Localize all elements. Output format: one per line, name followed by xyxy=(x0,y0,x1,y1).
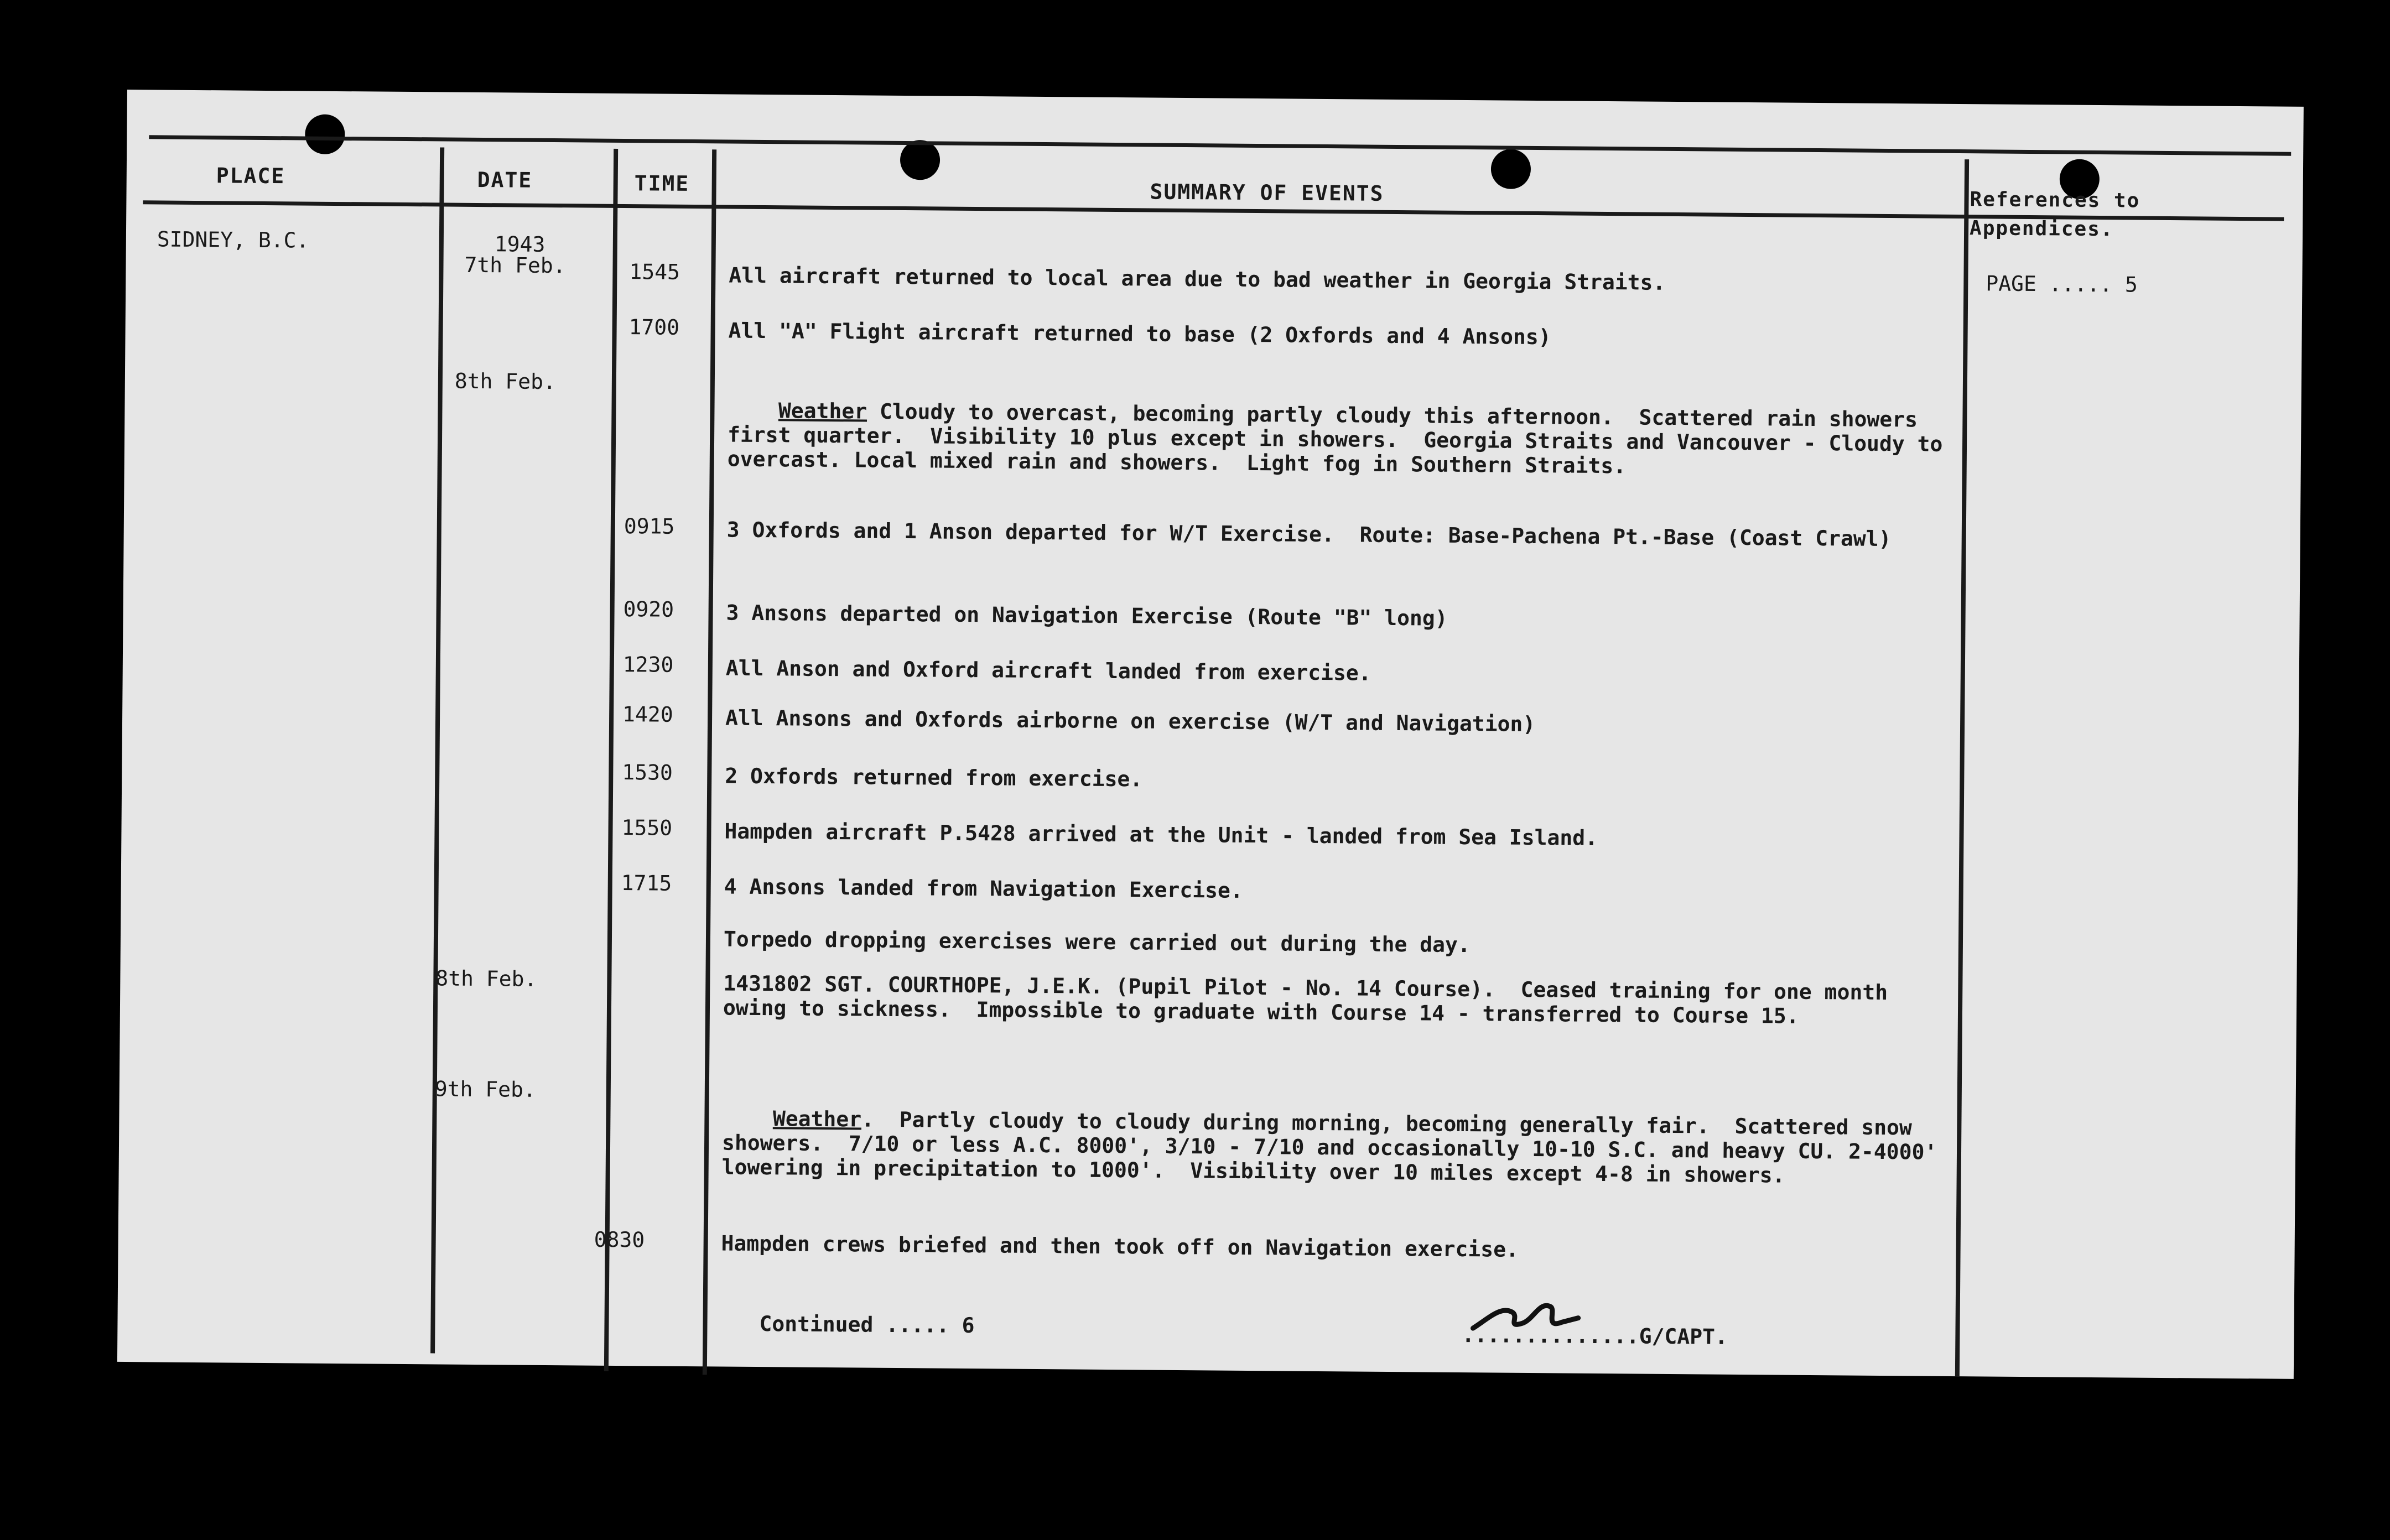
entry-summary xyxy=(721,1082,1950,1213)
entry-time: 0920 xyxy=(623,597,674,622)
entry-time: 0830 xyxy=(594,1227,645,1252)
weather-label: Weather xyxy=(778,398,867,424)
weather-text: . Partly cloudy to cloudy during morning, becoming generally fair. Scattered snow showers. 7/10 or less A.C. 8000', 3/10 - 7/10 and occasionally 10-10 S.C. and heavy CU. 2-4000' lowering in precipitation to 1000'. Visibility over 10 miles except 4-8 in showers. xyxy=(721,1107,1950,1188)
entry-summary: All Ansons and Oxfords airborne on exercise (W/T and Navigation) xyxy=(725,705,1536,737)
entry-summary: 4 Ansons landed from Navigation Exercise. xyxy=(724,874,1243,903)
entry-time: 1700 xyxy=(628,315,680,340)
entry-time: 1715 xyxy=(621,871,672,896)
entry-summary: Torpedo dropping exercises were carried out during the day. xyxy=(723,927,1471,958)
punch-hole xyxy=(900,140,941,180)
weather-text: Cloudy to overcast, becoming partly cloudy this afternoon. Scattered rain showers first quarter. Visibility 10 plus except in showers. Georgia Straits and Vancouver - Cloudy to overcast. Local mixed rain and showers. Light fog in Southern Straits. xyxy=(727,399,1956,478)
column-divider-place-date xyxy=(430,147,444,1353)
column-divider-date-time xyxy=(604,149,618,1371)
entry-date: 9th Feb. xyxy=(434,1076,537,1102)
entry-date: 8th Feb. xyxy=(454,368,557,394)
column-divider-time-summary xyxy=(703,149,716,1375)
header-time: TIME xyxy=(634,171,690,196)
entry-summary: Hampden crews briefed and then took off on Navigation exercise. xyxy=(721,1231,1519,1262)
column-divider-summary-references xyxy=(1955,159,1969,1376)
header-top-rule xyxy=(149,135,2291,155)
entry-summary xyxy=(727,374,1956,505)
continued-note: Continued ..... 6 xyxy=(759,1312,975,1338)
entry-summary: 1431802 SGT. COURTHOPE, J.E.K. (Pupil Pilot - No. 14 Course). Ceased training for one month owing to sickness. Impossible to graduate with Course 14 - transferred to Course 15. xyxy=(723,971,1901,1028)
entry-summary: All Anson and Oxford aircraft landed from exercise. xyxy=(725,655,1371,685)
entry-time: 1530 xyxy=(622,760,673,785)
year-value: 1943 xyxy=(494,232,545,257)
entry-time: 1550 xyxy=(621,815,673,840)
entry-summary: All "A" Flight aircraft returned to base (2 Oxfords and 4 Ansons) xyxy=(728,318,1551,350)
entry-time: 1545 xyxy=(629,259,680,284)
header-summary: SUMMARY OF EVENTS xyxy=(1150,179,1384,206)
header-date: DATE xyxy=(477,167,533,192)
punch-hole xyxy=(1491,149,1531,189)
place-value: SIDNEY, B.C. xyxy=(157,227,309,253)
entry-time: 1230 xyxy=(622,652,674,677)
entry-summary: 3 Ansons departed on Navigation Exercise (Route "B" long) xyxy=(726,600,1448,631)
entry-summary: All aircraft returned to local area due to bad weather in Georgia Straits. xyxy=(729,263,1666,295)
signature-line: ..............G/CAPT. xyxy=(1462,1323,1728,1349)
header-references-line1: References to xyxy=(1970,188,2140,212)
header-place: PLACE xyxy=(216,163,285,189)
weather-label: Weather xyxy=(772,1106,862,1132)
punch-hole xyxy=(305,115,345,155)
reference-value: PAGE ..... 5 xyxy=(1986,271,2138,297)
header-references-line2: Appendices. xyxy=(1969,217,2114,241)
entry-summary: 3 Oxfords and 1 Anson departed for W/T Exercise. Route: Base-Pachena Pt.-Base (Coast Crawl) xyxy=(726,517,1892,552)
entry-time: 1420 xyxy=(622,702,673,727)
entry-summary: Hampden aircraft P.5428 arrived at the Unit - landed from Sea Island. xyxy=(724,819,1598,850)
entry-summary: 2 Oxfords returned from exercise. xyxy=(725,763,1143,792)
war-diary-page xyxy=(117,90,2304,1379)
entry-time: 0915 xyxy=(624,514,675,539)
entry-date: 8th Feb. xyxy=(435,966,537,991)
entry-date: 7th Feb. xyxy=(464,252,566,278)
